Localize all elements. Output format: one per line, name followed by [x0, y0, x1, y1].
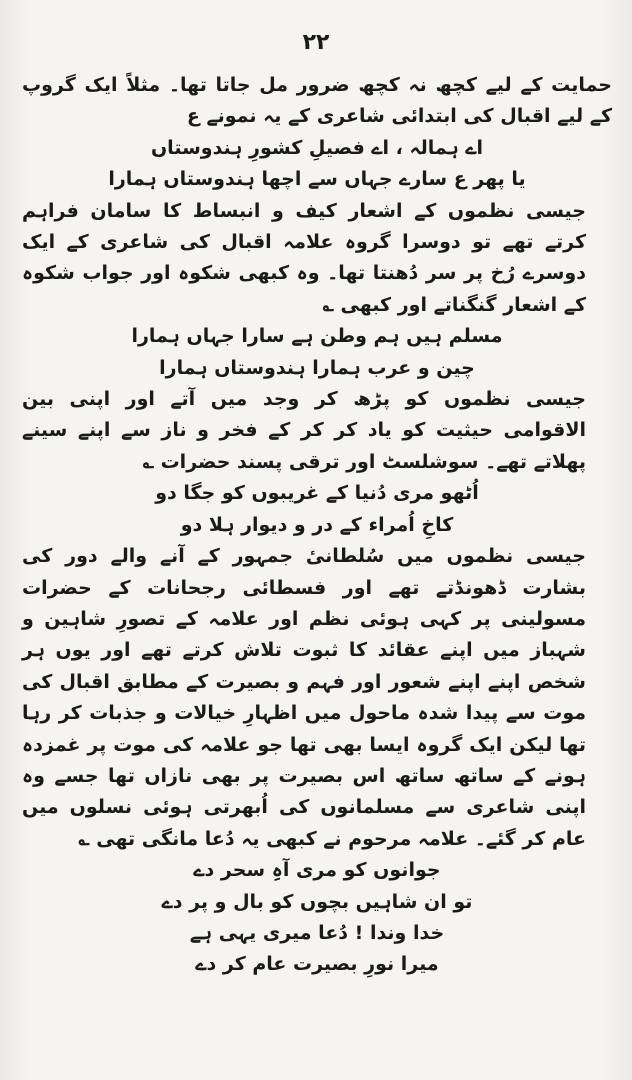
verse-line: اے ہمالہ ، اے فصیلِ کشورِ ہندوستاں [150, 136, 484, 159]
page-number: ۲۲ [302, 30, 330, 55]
paragraph: جیسی نظموں کے اشعار کیف و انبساط کا سامان فراہم کرتے تھے تو دوسرا گروہ علامہ اقبال کی شاعری کے ایک دوسرے رُخ پر سر دُھنتا تھا۔ وہ کبھی شکوہ اور جواب شکوہ کے اشعار گنگناتے اور کبھی ؎ [22, 199, 586, 316]
verse-line: مسلم ہیں ہم وطن ہے سارا جہاں ہمارا [131, 325, 503, 348]
paragraph: جیسی نظموں کو پڑھ کر وجد میں آتے اور اپنی بین الاقوامی حیثیت کو یاد کر کر کے فخر و ناز سے اپنے سینے پھلاتے تھے۔ سوشلسٹ اور ترقی پسند حضرات ؎ [22, 388, 586, 473]
verse-line: تو ان شاہیں بچوں کو بال و پر دے [161, 890, 473, 913]
page-text [22, 70, 612, 981]
verse-line: یا پھر ع سارے جہاں سے اچھا ہندوستاں ہمارا [108, 168, 526, 191]
paragraph: جیسی نظموں میں سُلطانیٔ جمہور کے آنے والے دور کی بشارت ڈھونڈتے تھے اور فسطائی رجحانات کے حضرات مسولینی پر کہی ہوئی نظم اور علامہ کے تصورِ شاہین و شہباز میں اپنے عقائد کا ثبوت تلاش کرتے تھے اور یوں ہر شخص اپنے اپنے شعور اور فہم و بصیرت کے مطابق اقبال کی موت سے پیدا شدہ ماحول میں اظہارِ خیالات و جذبات کر رہا تھا لیکن ایک گروہ ایسا بھی تھا جو علامہ کی موت پر غمزدہ ہونے کے ساتھ ساتھ اس بصیرت پر بھی نازاں تھا جسے وہ اپنی شاعری سے مسلمانوں کی اُبھرتی ہوئی نسلوں میں عام کر گئے۔ علامہ مرحوم نے کبھی یہ دُعا مانگی تھی ؎ [22, 545, 586, 850]
verse-line: چین و عرب ہمارا ہندوستاں ہمارا [159, 356, 475, 379]
verse-line: اُٹھو مری دُنیا کے غریبوں کو جگا دو [155, 482, 479, 505]
paragraph-intro: حمایت کے لیے کچھ نہ کچھ ضرور مل جاتا تھا۔ مثلاً ایک گروپ کے لیے اقبال کی ابتدائی شاعری کے یہ نمونے ع [22, 74, 612, 128]
verse-line: کاخِ اُمراء کے در و دیوار ہلا دو [180, 513, 454, 536]
verse-line: جوانوں کو مری آہِ سحر دے [193, 859, 441, 882]
verse-line: میرا نورِ بصیرت عام کر دے [195, 953, 439, 976]
verse-line: خدا وندا ! دُعا میری یہی ہے [189, 921, 445, 944]
